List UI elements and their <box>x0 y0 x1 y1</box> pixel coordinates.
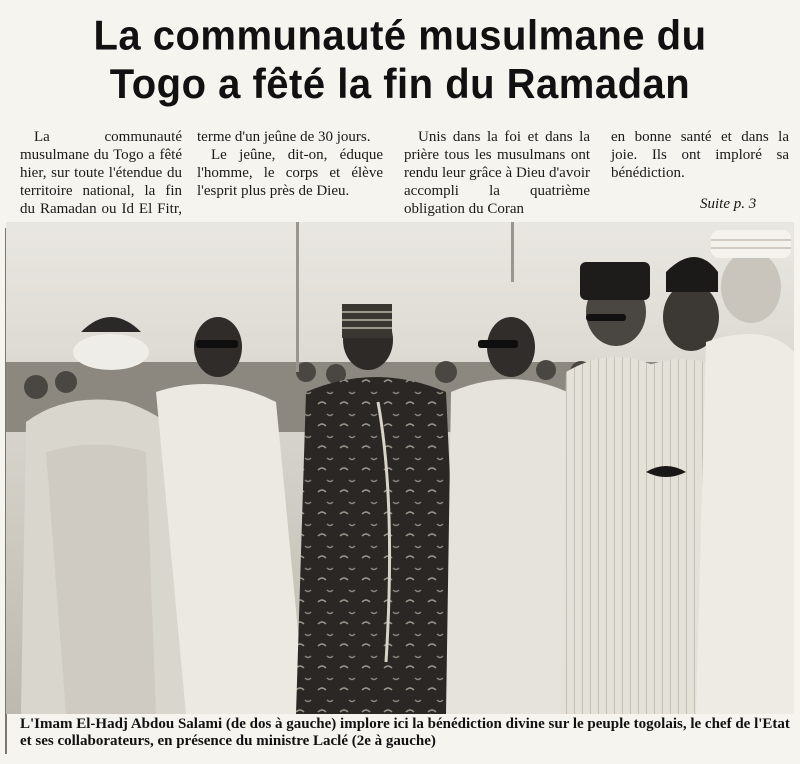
column-3-text: Unis dans la foi et dans la prière tous les musulmans ont rendu leur grâce à Dieu d'avoir accompli la quatrième obligation du Coran <box>404 129 590 217</box>
column-2-text-1: terme d'un jeûne de 30 jours. <box>197 129 371 145</box>
continued-note: Suite p. 3 <box>700 196 757 212</box>
headline-line-1: La communauté musulmane du <box>93 12 707 59</box>
news-photo <box>6 222 794 714</box>
column-1-text: La communauté musulmane du Togo a fêté hier, sur toute l'étendue du territoire national, la fin du Ramadan ou Id El Fitr, <box>20 129 182 217</box>
column-1 <box>20 128 182 236</box>
column-4 <box>611 128 789 182</box>
column-2-text-2: Le jeûne, dit-on, éduque l'homme, le corps et élève l'esprit plus près de Dieu. <box>197 147 383 199</box>
column-3 <box>404 128 590 218</box>
photo-caption: L'Imam El-Hadj Abdou Salami (de dos à gauche) implore ici la bénédiction divine sur le peuple togolais, le chef de l'Etat et ses collaborateurs, en présence du ministre Laclé (2e à gauche) <box>20 716 790 749</box>
headline <box>0 12 800 109</box>
column-2 <box>197 128 383 200</box>
headline-line-2: Togo a fêté la fin du Ramadan <box>109 61 691 108</box>
photo-illustration <box>6 222 794 714</box>
column-4-text: en bonne santé et dans la joie. Ils ont imploré sa bénédiction. <box>611 129 789 181</box>
